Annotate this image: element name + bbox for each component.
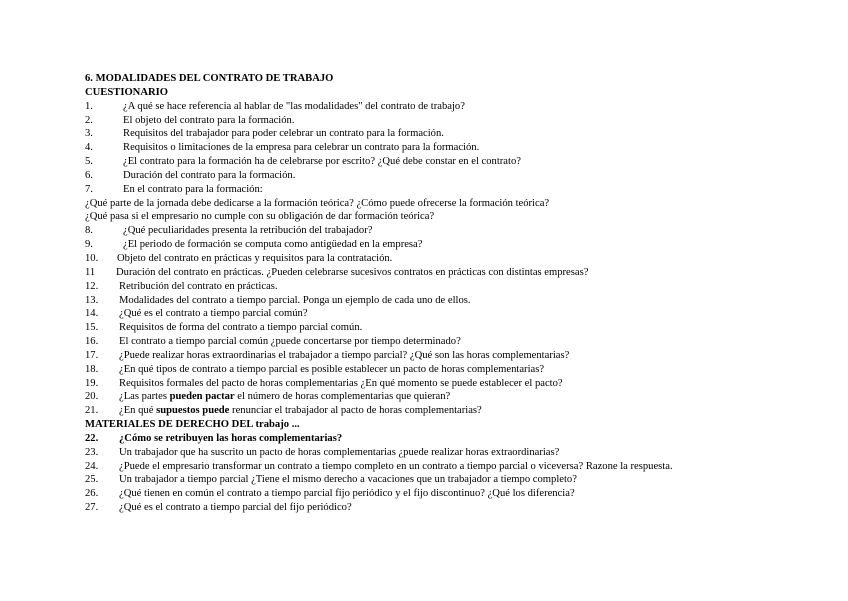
question-text: ¿Qué peculiaridades presenta la retribución del trabajador? — [123, 225, 373, 237]
question-number: 26. — [85, 488, 99, 500]
question-item — [85, 446, 835, 460]
question-item — [85, 266, 835, 280]
question-text: ¿Qué es el contrato a tiempo parcial común? — [119, 308, 308, 320]
document-page — [85, 72, 835, 515]
question-number: 25. — [85, 474, 99, 486]
question-text: Requisitos de forma del contrato a tiempo parcial común. — [119, 322, 363, 334]
question-text: Un trabajador a tiempo parcial ¿Tiene el mismo derecho a vacaciones que un trabajador a tiempo completo? — [119, 474, 577, 486]
question-item — [85, 141, 835, 155]
question-item — [85, 280, 835, 294]
question-number: 7. — [85, 183, 93, 195]
question-text: Modalidades del contrato a tiempo parcial. Ponga un ejemplo de cada uno de ellos. — [119, 294, 471, 306]
question-text: ¿En qué tipos de contrato a tiempo parcial es posible establecer un pacto de horas complementarias? — [119, 363, 545, 375]
question-item — [85, 377, 835, 391]
question-text: Duración del contrato para la formación. — [123, 169, 296, 181]
question-text: ¿A qué se hace referencia al hablar de "las modalidades" del contrato de trabajo? — [123, 100, 465, 112]
question-number: 17. — [85, 349, 99, 361]
question-item — [85, 460, 835, 474]
question-number: 20. — [85, 391, 99, 403]
question-number: 9. — [85, 239, 93, 251]
question-item — [85, 321, 835, 335]
question-item — [85, 224, 835, 238]
question-text: Un trabajador que ha suscrito un pacto de horas complementarias ¿puede realizar horas extraordinarias? — [119, 446, 560, 458]
question-text: Requisitos del trabajador para poder celebrar un contrato para la formación. — [123, 128, 444, 140]
question-number: 21. — [85, 405, 99, 417]
question-text: Requisitos o limitaciones de la empresa para celebrar un contrato para la formación. — [123, 142, 480, 154]
question-item — [85, 335, 835, 349]
question-item — [85, 155, 835, 169]
question-number: 6. — [85, 169, 93, 181]
question-number: 15. — [85, 322, 99, 334]
question-number: 18. — [85, 363, 99, 375]
question-number: 2. — [85, 114, 93, 126]
question-number: 3. — [85, 128, 93, 140]
question-item — [85, 238, 835, 252]
question-text: Retribución del contrato en prácticas. — [119, 280, 278, 292]
question-item — [85, 169, 835, 183]
question-text-part: ¿En qué — [119, 405, 157, 417]
question-text: ¿Qué tienen en común el contrato a tiempo parcial fijo periódico y el fijo discontinuo? ¿Qué los diferencia? — [119, 488, 575, 500]
question-item — [85, 183, 835, 197]
question-text: El objeto del contrato para la formación. — [123, 114, 295, 126]
question-text: Duración del contrato en prácticas. ¿Pueden celebrarse sucesivos contratos en prácticas con distintas empresas? — [116, 266, 589, 278]
question-item — [85, 127, 835, 141]
question-number: 16. — [85, 336, 99, 348]
question-number: 10. — [85, 252, 99, 264]
question-text: ¿Cómo se retribuyen las horas complementarias? — [119, 432, 343, 444]
question-text: En el contrato para la formación: — [123, 183, 263, 195]
question-text: El contrato a tiempo parcial común ¿puede concertarse por tiempo determinado? — [119, 336, 461, 348]
question-item — [85, 473, 835, 487]
question-item — [85, 404, 835, 418]
question-text-part: el número de horas complementarias que quieran? — [234, 391, 451, 403]
question-number: 23. — [85, 446, 99, 458]
question-number: 24. — [85, 460, 99, 472]
question-number: 22. — [85, 432, 99, 444]
question-item — [85, 252, 835, 266]
question-text: ¿El periodo de formación se computa como antigüedad en la empresa? — [123, 239, 423, 251]
subquestion-line: ¿Qué pasa si el empresario no cumple con su obligación de dar formación teórica? — [85, 211, 435, 223]
question-text — [119, 404, 482, 418]
question-text-emphasis: supuestos puede — [156, 405, 230, 417]
question-item — [85, 100, 835, 114]
question-number: 8. — [85, 225, 93, 237]
question-number: 27. — [85, 502, 99, 514]
question-number: 11 — [85, 266, 96, 278]
subquestion-line: ¿Qué parte de la jornada debe dedicarse a la formación teórica? ¿Cómo puede ofrecerse la formación teórica? — [85, 197, 550, 209]
question-text — [119, 390, 450, 404]
question-item — [85, 294, 835, 308]
question-text: ¿El contrato para la formación ha de celebrarse por escrito? ¿Qué debe constar en el contrato? — [123, 156, 521, 168]
question-number: 4. — [85, 142, 93, 154]
question-text: ¿Qué es el contrato a tiempo parcial del fijo periódico? — [119, 502, 352, 514]
question-text-part: renunciar el trabajador al pacto de horas complementarias? — [229, 405, 482, 417]
question-item — [85, 487, 835, 501]
question-text: Requisitos formales del pacto de horas complementarias ¿En qué momento se puede establecer el pacto? — [119, 377, 563, 389]
question-number: 1. — [85, 100, 93, 112]
question-number: 14. — [85, 308, 99, 320]
question-number: 19. — [85, 377, 99, 389]
question-item — [85, 307, 835, 321]
question-item — [85, 501, 835, 515]
question-number: 13. — [85, 294, 99, 306]
questionnaire-heading: CUESTIONARIO — [85, 86, 169, 98]
question-text-part: ¿Las partes — [119, 391, 170, 403]
question-text: ¿Puede el empresario transformar un contrato a tiempo completo en un contrato a tiempo parcial o viceversa? Razone la respuesta. — [119, 460, 673, 472]
question-item — [85, 349, 835, 363]
question-number: 5. — [85, 156, 93, 168]
question-item — [85, 363, 835, 377]
question-text: Objeto del contrato en prácticas y requisitos para la contratación. — [117, 252, 393, 264]
question-text: ¿Puede realizar horas extraordinarias el trabajador a tiempo parcial? ¿Qué son las horas complementarias? — [119, 349, 570, 361]
question-text-emphasis: pueden pactar — [169, 391, 235, 403]
materials-heading: MATERIALES DE DERECHO DEL trabajo ... — [85, 419, 300, 431]
question-item — [85, 390, 835, 404]
section-title: 6. MODALIDADES DEL CONTRATO DE TRABAJO — [85, 73, 334, 84]
question-number: 12. — [85, 280, 99, 292]
question-item — [85, 432, 835, 446]
question-item — [85, 114, 835, 128]
